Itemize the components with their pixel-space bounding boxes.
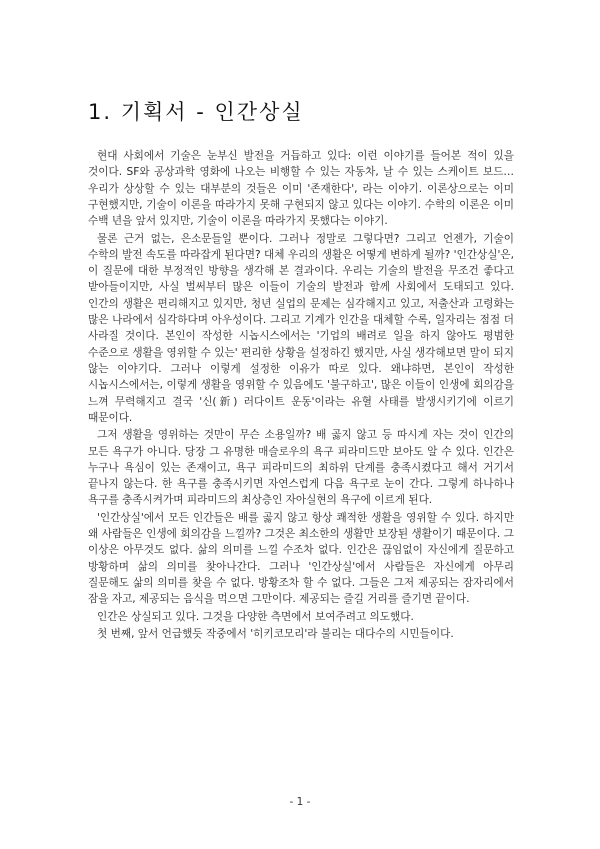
- paragraph: '인간상실'에서 모든 인간들은 배를 곯지 않고 항상 쾌적한 생활을 영위할 수 있다. 하지만 왜 사람들은 인생에 회의감을 느낄까? 그것은 최소한의 생활만 보장된 생활이기 때문이다. 그 이상은 아무것도 없다. 삶의 의미를 느낄 수조차 없다. 인간은 끊임없이 자신에게 질문하고 방황하며 삶의 의미를 찾아나간다. 그러나 '인간상실'에서 사람들은 자신에게 아무리 질문해도 삶의 의미를 찾을 수 없다. 방황조차 할 수 없다. 그들은 그저 제공되는 잠자리에서 잠을 자고, 제공되는 음식을 먹으면 그만이다. 제공되는 즐길 거리를 즐기면 끝이다.: [88, 511, 514, 606]
- paragraph: 첫 번째, 앞서 언급했듯 작중에서 '히키코모리'라 불리는 대다수의 시민들이다.: [97, 628, 454, 641]
- paragraph: 현대 사회에서 기술은 눈부신 발전을 거듭하고 있다: 이런 이야기를 들어본 적이 있을 것이다. SF와 공상과학 영화에 나오는 비행할 수 있는 자동차, 날 수 있는 스케이트 보드…우리가 상상할 수 있는 대부분의 것들은 이미 '존재한다', 라는 이야기. 이론상으로는 이미 구현했지만, 기술이 이론을 따라가지 못해 구현되지 않고 있다는 이야기. 수학의 이론은 이미 수백 년을 앞서 있지만, 기술이 이론을 따라가지 못했다는 이야기.: [88, 150, 514, 228]
- paragraph: 인간은 상실되고 있다. 그것을 다양한 측면에서 보여주려고 의도했다.: [97, 610, 414, 623]
- paragraph: 그저 생활을 영위하는 것만이 무슨 소용일까? 배 곯지 않고 등 따시게 자는 것이 인간의 모든 욕구가 아니다. 당장 그 유명한 매슬로우의 욕구 피라미드만 보아도 알 수 있다. 인간은 누구나 욕심이 있는 존재이고, 욕구 피라미드의 최하위 단계를 충족시켰다고 해서 거기서 끝나지 않는다. 한 욕구를 충족시키면 자연스럽게 다음 욕구로 눈이 간다. 그렇게 하나하나 욕구를 충족시켜가며 피라미드의 최상층인 자아실현의 욕구에 이르게 된다.: [88, 429, 514, 507]
- page-number: - 1 -: [289, 796, 311, 808]
- document-body: [88, 148, 514, 643]
- paragraph: 물론 근거 없는, 은소문들일 뿐이다. 그러나 정말로 그렇다면? 그리고 언젠가, 기술이 수학의 발전 속도를 따라잡게 된다면? 대체 우리의 생활은 어떻게 변하게 될까? '인간상실'은, 이 질문에 대한 부정적인 방향을 생각해 본 결과이다. 우리는 기술의 발전을 무조건 좋다고 받아들이지만, 사실 벌써부터 많은 이들이 기술의 발전과 함께 사회에서 도태되고 있다. 인간의 생활은 편리해지고 있지만, 청년 실업의 문제는 심각해지고 있고, 저출산과 고령화는 많은 나라에서 심각하다며 아우성이다. 그리고 기계가 인간을 대체할 수록, 일자리는 점점 더 사라질 것이다. 본인이 작성한 시놉시스에서는 '기업의 배려로 일을 하지 않아도 평범한 수준으로 생활을 영위할 수 있는' 편리한 상황을 설정하긴 했지만, 사실 생각해보면 말이 되지 않는 이야기다. 그러나 이렇게 설정한 이유가 따로 있다. 왜냐하면, 본인이 작성한 시놉시스에서는, 이렇게 생활을 영위할 수 있음에도 '불구하고', 많은 이들이 인생에 회의감을 느껴 무력해지고 결국 '신(新) 러다이트 운동'이라는 유혈 사태를 발생시키기에 이르기 때문이다.: [88, 232, 514, 424]
- document-title: 1. 기획서 - 인간상실: [88, 100, 304, 124]
